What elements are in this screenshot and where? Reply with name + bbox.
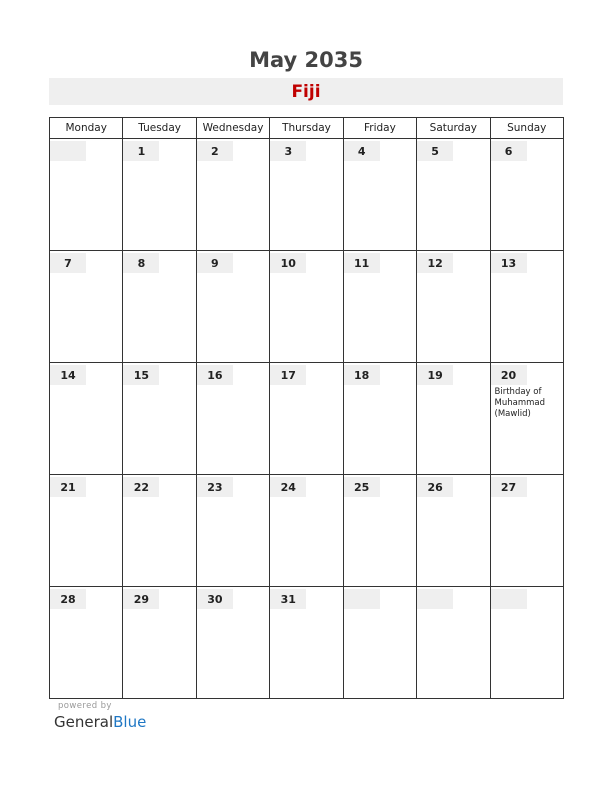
day-cell bbox=[50, 587, 123, 699]
day-cell bbox=[50, 251, 123, 363]
week-row bbox=[50, 139, 564, 251]
day-number: 6 bbox=[491, 141, 527, 161]
weekday-header: Thursday bbox=[270, 118, 343, 139]
weekday-header: Tuesday bbox=[123, 118, 196, 139]
day-number: 14 bbox=[50, 365, 86, 385]
day-cell bbox=[50, 475, 123, 587]
day-cell bbox=[417, 251, 490, 363]
brand-general: General bbox=[54, 713, 114, 731]
powered-by-text: powered by bbox=[58, 701, 112, 711]
day-number bbox=[417, 589, 453, 609]
day-cell bbox=[343, 251, 416, 363]
day-cell bbox=[123, 251, 196, 363]
day-cell bbox=[123, 139, 196, 251]
day-number: 8 bbox=[123, 253, 159, 273]
day-number: 23 bbox=[197, 477, 233, 497]
generalblue-logo[interactable] bbox=[54, 713, 146, 731]
day-cell bbox=[490, 587, 563, 699]
day-number: 15 bbox=[123, 365, 159, 385]
day-cell bbox=[270, 251, 343, 363]
day-cell bbox=[270, 587, 343, 699]
page-title: May 2035 bbox=[249, 48, 363, 72]
week-row bbox=[50, 251, 564, 363]
day-number: 26 bbox=[417, 477, 453, 497]
day-cell bbox=[343, 139, 416, 251]
day-number: 29 bbox=[123, 589, 159, 609]
day-number: 25 bbox=[344, 477, 380, 497]
day-number: 30 bbox=[197, 589, 233, 609]
day-number: 10 bbox=[270, 253, 306, 273]
day-number: 31 bbox=[270, 589, 306, 609]
day-cell bbox=[270, 363, 343, 475]
day-cell bbox=[343, 363, 416, 475]
day-cell bbox=[490, 363, 563, 475]
weekday-header: Sunday bbox=[490, 118, 563, 139]
day-cell bbox=[196, 363, 269, 475]
day-cell bbox=[490, 251, 563, 363]
week-row bbox=[50, 587, 564, 699]
day-number: 9 bbox=[197, 253, 233, 273]
day-number: 3 bbox=[270, 141, 306, 161]
day-number: 1 bbox=[123, 141, 159, 161]
day-cell bbox=[50, 363, 123, 475]
day-number: 12 bbox=[417, 253, 453, 273]
day-number: 17 bbox=[270, 365, 306, 385]
day-cell bbox=[123, 587, 196, 699]
brand-blue: Blue bbox=[113, 713, 147, 731]
weekday-header: Friday bbox=[343, 118, 416, 139]
day-number: 20 bbox=[491, 365, 527, 385]
day-cell bbox=[490, 475, 563, 587]
day-number: 4 bbox=[344, 141, 380, 161]
day-number: 22 bbox=[123, 477, 159, 497]
day-cell bbox=[196, 587, 269, 699]
day-cell bbox=[123, 475, 196, 587]
day-number: 16 bbox=[197, 365, 233, 385]
day-number: 27 bbox=[491, 477, 527, 497]
holiday-label: Birthday of Muhammad (Mawlid) bbox=[494, 387, 546, 419]
country-name: Fiji bbox=[49, 78, 563, 105]
day-cell bbox=[123, 363, 196, 475]
day-number: 19 bbox=[417, 365, 453, 385]
day-cell bbox=[196, 251, 269, 363]
day-cell bbox=[343, 475, 416, 587]
day-number: 2 bbox=[197, 141, 233, 161]
day-cell bbox=[270, 475, 343, 587]
day-cell bbox=[490, 139, 563, 251]
day-cell bbox=[196, 139, 269, 251]
weekday-header: Wednesday bbox=[196, 118, 269, 139]
day-number: 5 bbox=[417, 141, 453, 161]
weekday-header: Monday bbox=[50, 118, 123, 139]
day-cell bbox=[417, 363, 490, 475]
day-number: 21 bbox=[50, 477, 86, 497]
day-number: 24 bbox=[270, 477, 306, 497]
day-number: 18 bbox=[344, 365, 380, 385]
week-row bbox=[50, 363, 564, 475]
day-number bbox=[50, 141, 86, 161]
day-number bbox=[491, 589, 527, 609]
day-cell bbox=[417, 475, 490, 587]
day-number bbox=[344, 589, 380, 609]
day-cell bbox=[270, 139, 343, 251]
day-cell bbox=[417, 587, 490, 699]
day-cell bbox=[417, 139, 490, 251]
week-row bbox=[50, 475, 564, 587]
day-cell bbox=[196, 475, 269, 587]
calendar-grid bbox=[49, 117, 564, 699]
day-number: 13 bbox=[491, 253, 527, 273]
day-cell bbox=[343, 587, 416, 699]
weekday-header: Saturday bbox=[417, 118, 490, 139]
day-number: 28 bbox=[50, 589, 86, 609]
day-number: 7 bbox=[50, 253, 86, 273]
day-cell bbox=[50, 139, 123, 251]
weekday-header-row bbox=[50, 118, 564, 139]
day-number: 11 bbox=[344, 253, 380, 273]
